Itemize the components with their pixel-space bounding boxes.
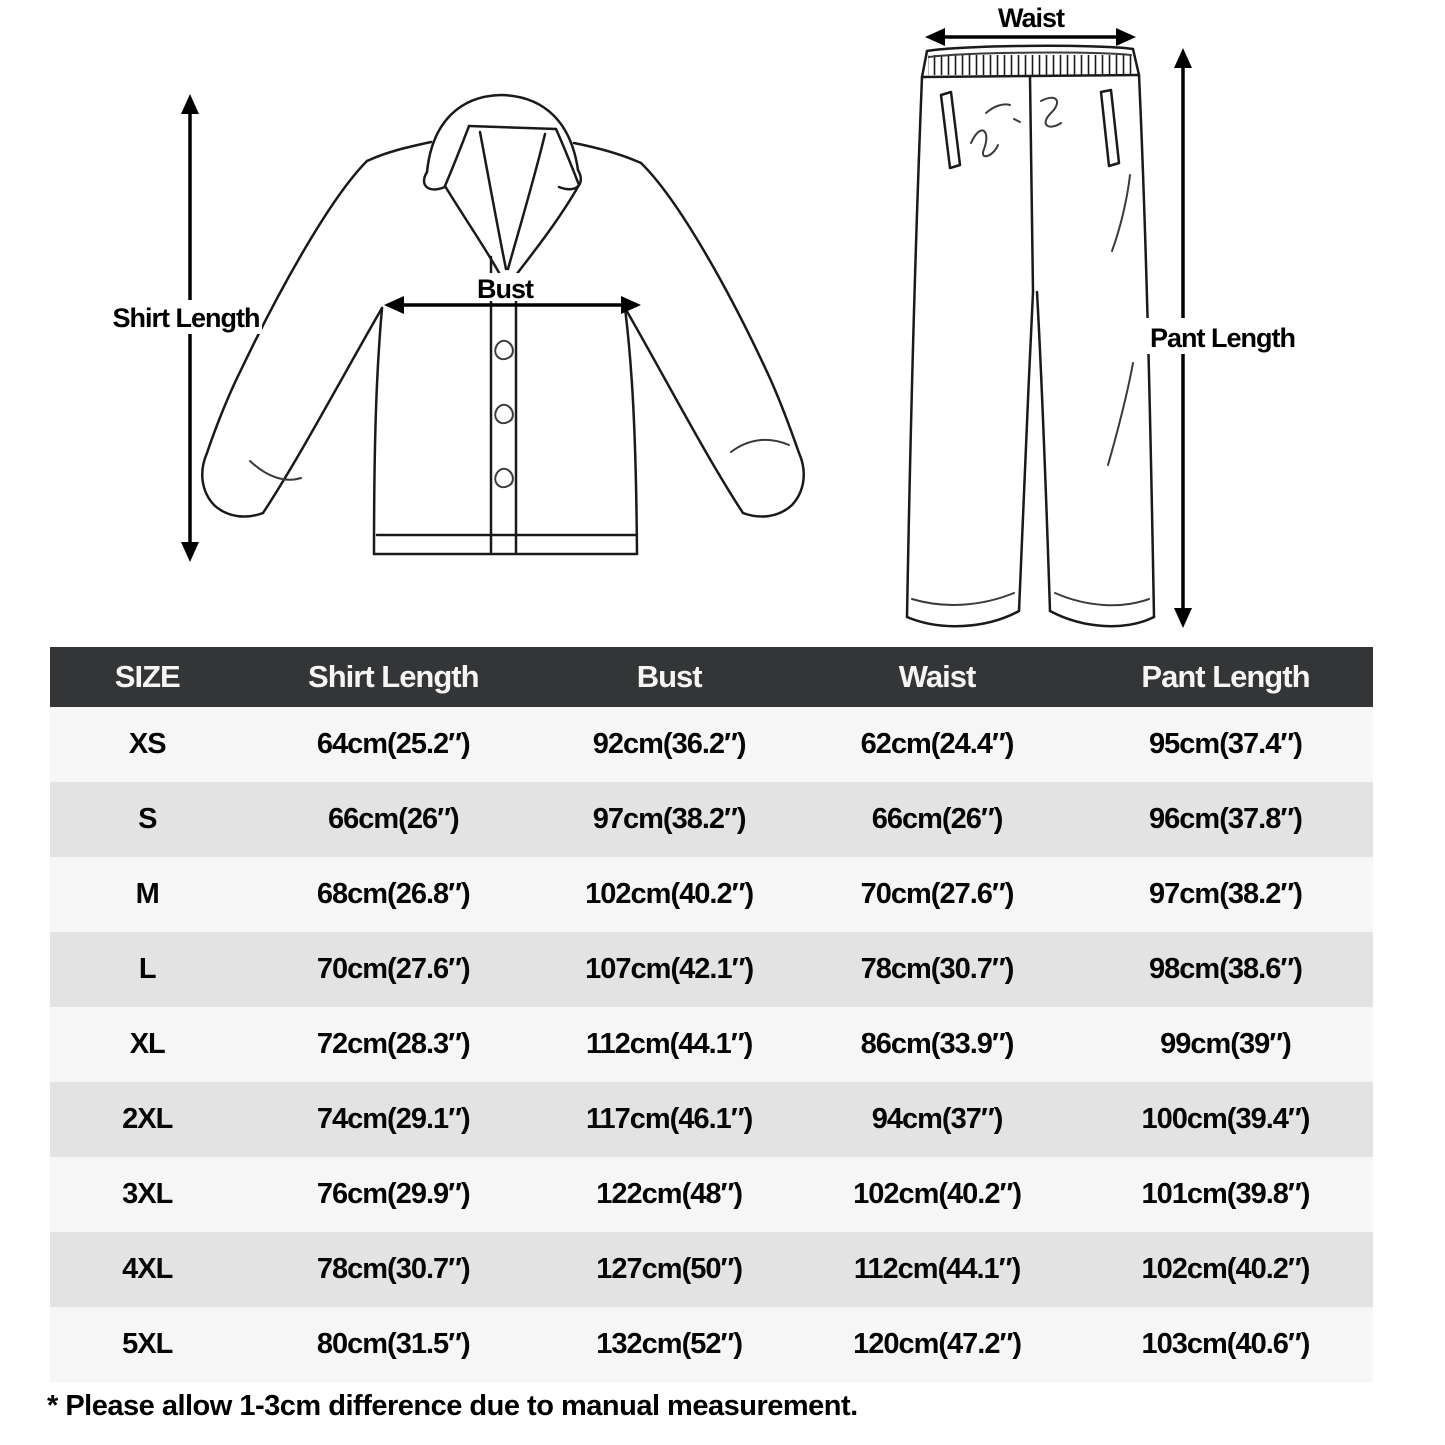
bust-cell: 122cm(48″) [596,1178,743,1210]
pant-length-cell: 98cm(38.6″) [1149,953,1302,985]
neck-opening-right [508,134,545,269]
collar-outline [427,95,578,172]
right-leg-hem-fold [1055,593,1149,605]
right-lapel [509,185,579,284]
table-row [50,707,1373,782]
left-pocket [941,92,960,168]
pant-length-cell: 95cm(37.4″) [1149,728,1302,760]
waistband-top [927,46,1133,51]
waist-cell: 62cm(24.4″) [860,728,1014,760]
bust-cell: 127cm(50″) [596,1253,743,1285]
button [495,469,513,487]
size-cell: 2XL [122,1103,173,1135]
measurement-footnote: * Please allow 1-3cm difference due to manual measurement. [47,1390,858,1422]
right-sleeve-outer [641,163,799,453]
waist-cell: 94cm(37″) [871,1103,1003,1135]
shirt-length-arrow [110,94,262,562]
fabric-wrinkle [1041,98,1061,127]
bust-arrow [384,273,641,314]
table-row [50,1232,1373,1307]
fabric-wrinkle [1014,119,1020,122]
table-body [50,707,1373,1382]
shirt-length-cell: 64cm(25.2″) [316,728,470,760]
waist-cell: 112cm(44.1″) [853,1253,1021,1285]
waist-cell: 78cm(30.7″) [860,953,1014,985]
header-size: SIZE [114,659,180,694]
pant-length-arrow [1146,48,1298,628]
header-pant-length: Pant Length [1141,659,1310,694]
pant-length-cell: 97cm(38.2″) [1149,878,1302,910]
waist-cell: 102cm(40.2″) [853,1178,1022,1210]
size-cell: XS [128,728,166,760]
waist-cell: 86cm(33.9″) [860,1028,1014,1060]
pant-length-cell: 102cm(40.2″) [1141,1253,1310,1285]
right-shoulder [574,143,641,163]
shirt-length-cell: 78cm(30.7″) [316,1253,470,1285]
fabric-wrinkle [1112,175,1130,251]
left-shoulder [367,142,431,161]
table-header-row [50,647,1373,707]
table-row [50,1157,1373,1232]
waist-label: Waist [997,3,1065,33]
shirt-length-cell: 66cm(26″) [327,803,459,835]
size-cell: 5XL [122,1328,173,1360]
waist-cell: 66cm(26″) [871,803,1003,835]
waist-cell: 120cm(47.2″) [853,1328,1022,1360]
left-lapel [445,186,505,284]
pajama-shirt-drawing [202,95,803,554]
size-cell: L [138,953,156,985]
button [495,405,513,423]
left-leg-inseam [1019,292,1033,611]
shirt-length-cell: 72cm(28.3″) [316,1028,470,1060]
bust-cell: 92cm(36.2″) [592,728,746,760]
bust-cell: 117cm(46.1″) [585,1103,753,1135]
pant-length-label: Pant Length [1150,323,1295,353]
pant-length-cell: 100cm(39.4″) [1141,1103,1310,1135]
bust-cell: 107cm(42.1″) [585,953,754,985]
waistband-left [922,51,927,77]
pant-length-cell: 96cm(37.8″) [1149,803,1302,835]
table-row [50,857,1373,932]
left-sleeve-cuff [202,453,263,517]
shirt-length-cell: 76cm(29.9″) [316,1178,470,1210]
shirt-length-cell: 80cm(31.5″) [316,1328,470,1360]
table-row [50,1307,1373,1382]
table-row [50,782,1373,857]
pajama-pants-drawing [907,46,1154,626]
right-sleeve-inner [625,308,743,513]
shirt-length-cell: 70cm(27.6″) [316,953,470,985]
measurement-diagram [0,0,1445,645]
shirt-length-cell: 74cm(29.1″) [316,1103,470,1135]
table-row [50,932,1373,1007]
bust-label: Bust [477,274,533,304]
size-cell: 4XL [122,1253,173,1285]
fabric-wrinkle [986,104,1010,113]
right-sleeve-cuff [743,453,804,517]
center-front-seam [1030,77,1033,292]
fabric-wrinkle [971,130,998,156]
collar-top-edge [469,126,556,129]
waistband-ribbing [928,55,1134,75]
size-cell: M [135,878,159,910]
bust-cell: 112cm(44.1″) [585,1028,753,1060]
right-pocket [1101,90,1119,166]
pant-length-cell: 103cm(40.6″) [1141,1328,1310,1360]
shirt-length-cell: 68cm(26.8″) [316,878,470,910]
collar-left-curl [424,172,445,189]
left-leg-hem-fold [912,593,1014,605]
right-leg-hem [1050,611,1154,626]
waist-cell: 70cm(27.6″) [860,878,1014,910]
header-shirt-length: Shirt Length [308,659,479,694]
size-cell: XL [129,1028,165,1060]
size-cell: 3XL [122,1178,173,1210]
header-waist: Waist [898,659,976,694]
pant-length-cell: 99cm(39″) [1160,1028,1291,1060]
header-bust: Bust [636,659,702,694]
bust-cell: 132cm(52″) [596,1328,743,1360]
fabric-wrinkle [1108,363,1133,465]
collar-left-edge [445,126,469,186]
shirt-length-label: Shirt Length [112,303,260,333]
button [495,341,513,359]
table-row [50,1007,1373,1082]
bust-cell: 97cm(38.2″) [592,803,746,835]
right-leg-inseam [1037,292,1050,611]
body-right-edge [625,308,637,554]
size-table [50,647,1373,1382]
left-sleeve-inner [263,308,382,513]
left-leg-outer [907,77,922,617]
bust-cell: 102cm(40.2″) [585,878,754,910]
body-left-edge [374,308,382,554]
size-cell: S [138,803,157,835]
pant-length-cell: 101cm(39.8″) [1141,1178,1310,1210]
left-leg-hem [907,611,1019,626]
waist-arrow [925,3,1136,46]
right-cuff-fold [731,440,789,452]
table-row [50,1082,1373,1157]
